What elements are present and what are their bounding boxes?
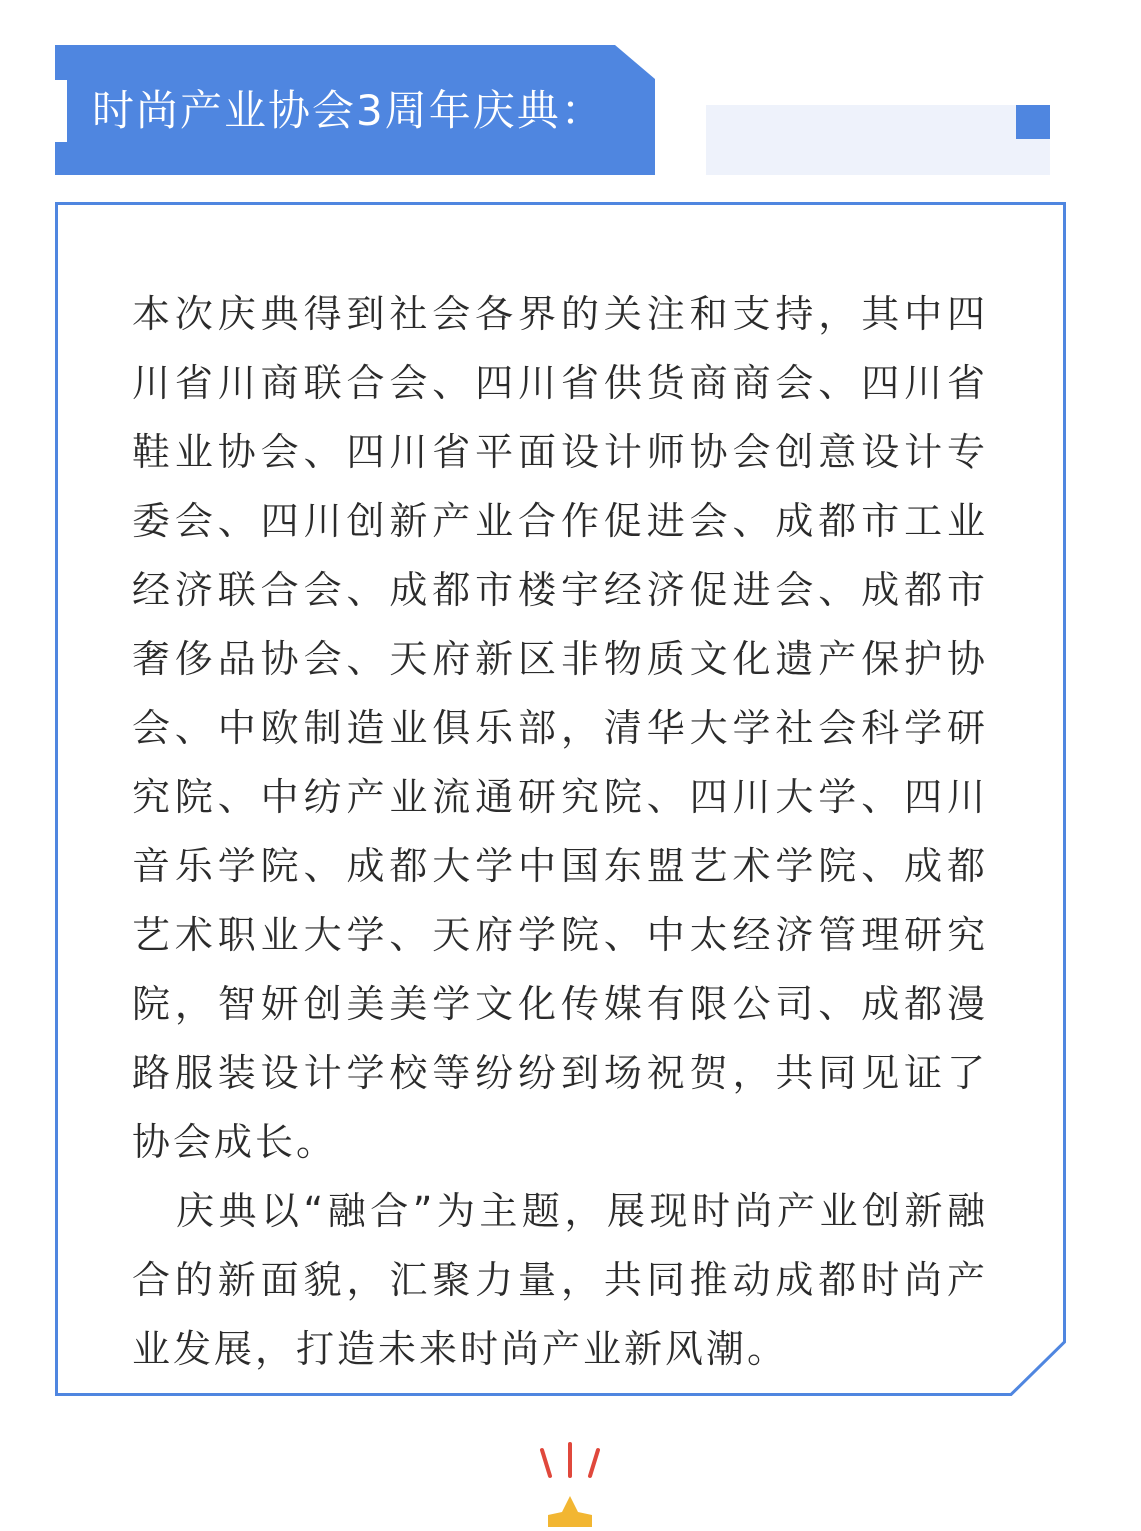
header-side-panel [706, 105, 1050, 175]
header-notch [55, 80, 67, 142]
sparkle-icon [520, 1430, 620, 1527]
article-body [132, 280, 988, 1384]
paragraph-1: 本次庆典得到社会各界的关注和支持，其中四川省川商联合会、四川省供货商商会、四川省鞋业协会、四川省平面设计师协会创意设计专委会、四川创新产业合作促进会、成都市工业经济联合会、成都市楼宇经济促进会、成都市奢侈品协会、天府新区非物质文化遗产保护协会、中欧制造业俱乐部，清华大学社会科学研究院、中纺产业流通研究院、四川大学、四川音乐学院、成都大学中国东盟艺术学院、成都艺术职业大学、天府学院、中太经济管理研究院，智妍创美美学文化传媒有限公司、成都漫路服装设计学校等纷纷到场祝贺，共同见证了协会成长。 [132, 292, 988, 1164]
paragraph-2: 庆典以“融合”为主题，展现时尚产业创新融合的新面貌，汇聚力量，共同推动成都时尚产业发展，打造未来时尚产业新风潮。 [132, 1189, 988, 1371]
celebration-decor [520, 1430, 620, 1527]
page-title: 时尚产业协会3周年庆典： [92, 86, 605, 135]
header-side-square [1016, 105, 1050, 139]
